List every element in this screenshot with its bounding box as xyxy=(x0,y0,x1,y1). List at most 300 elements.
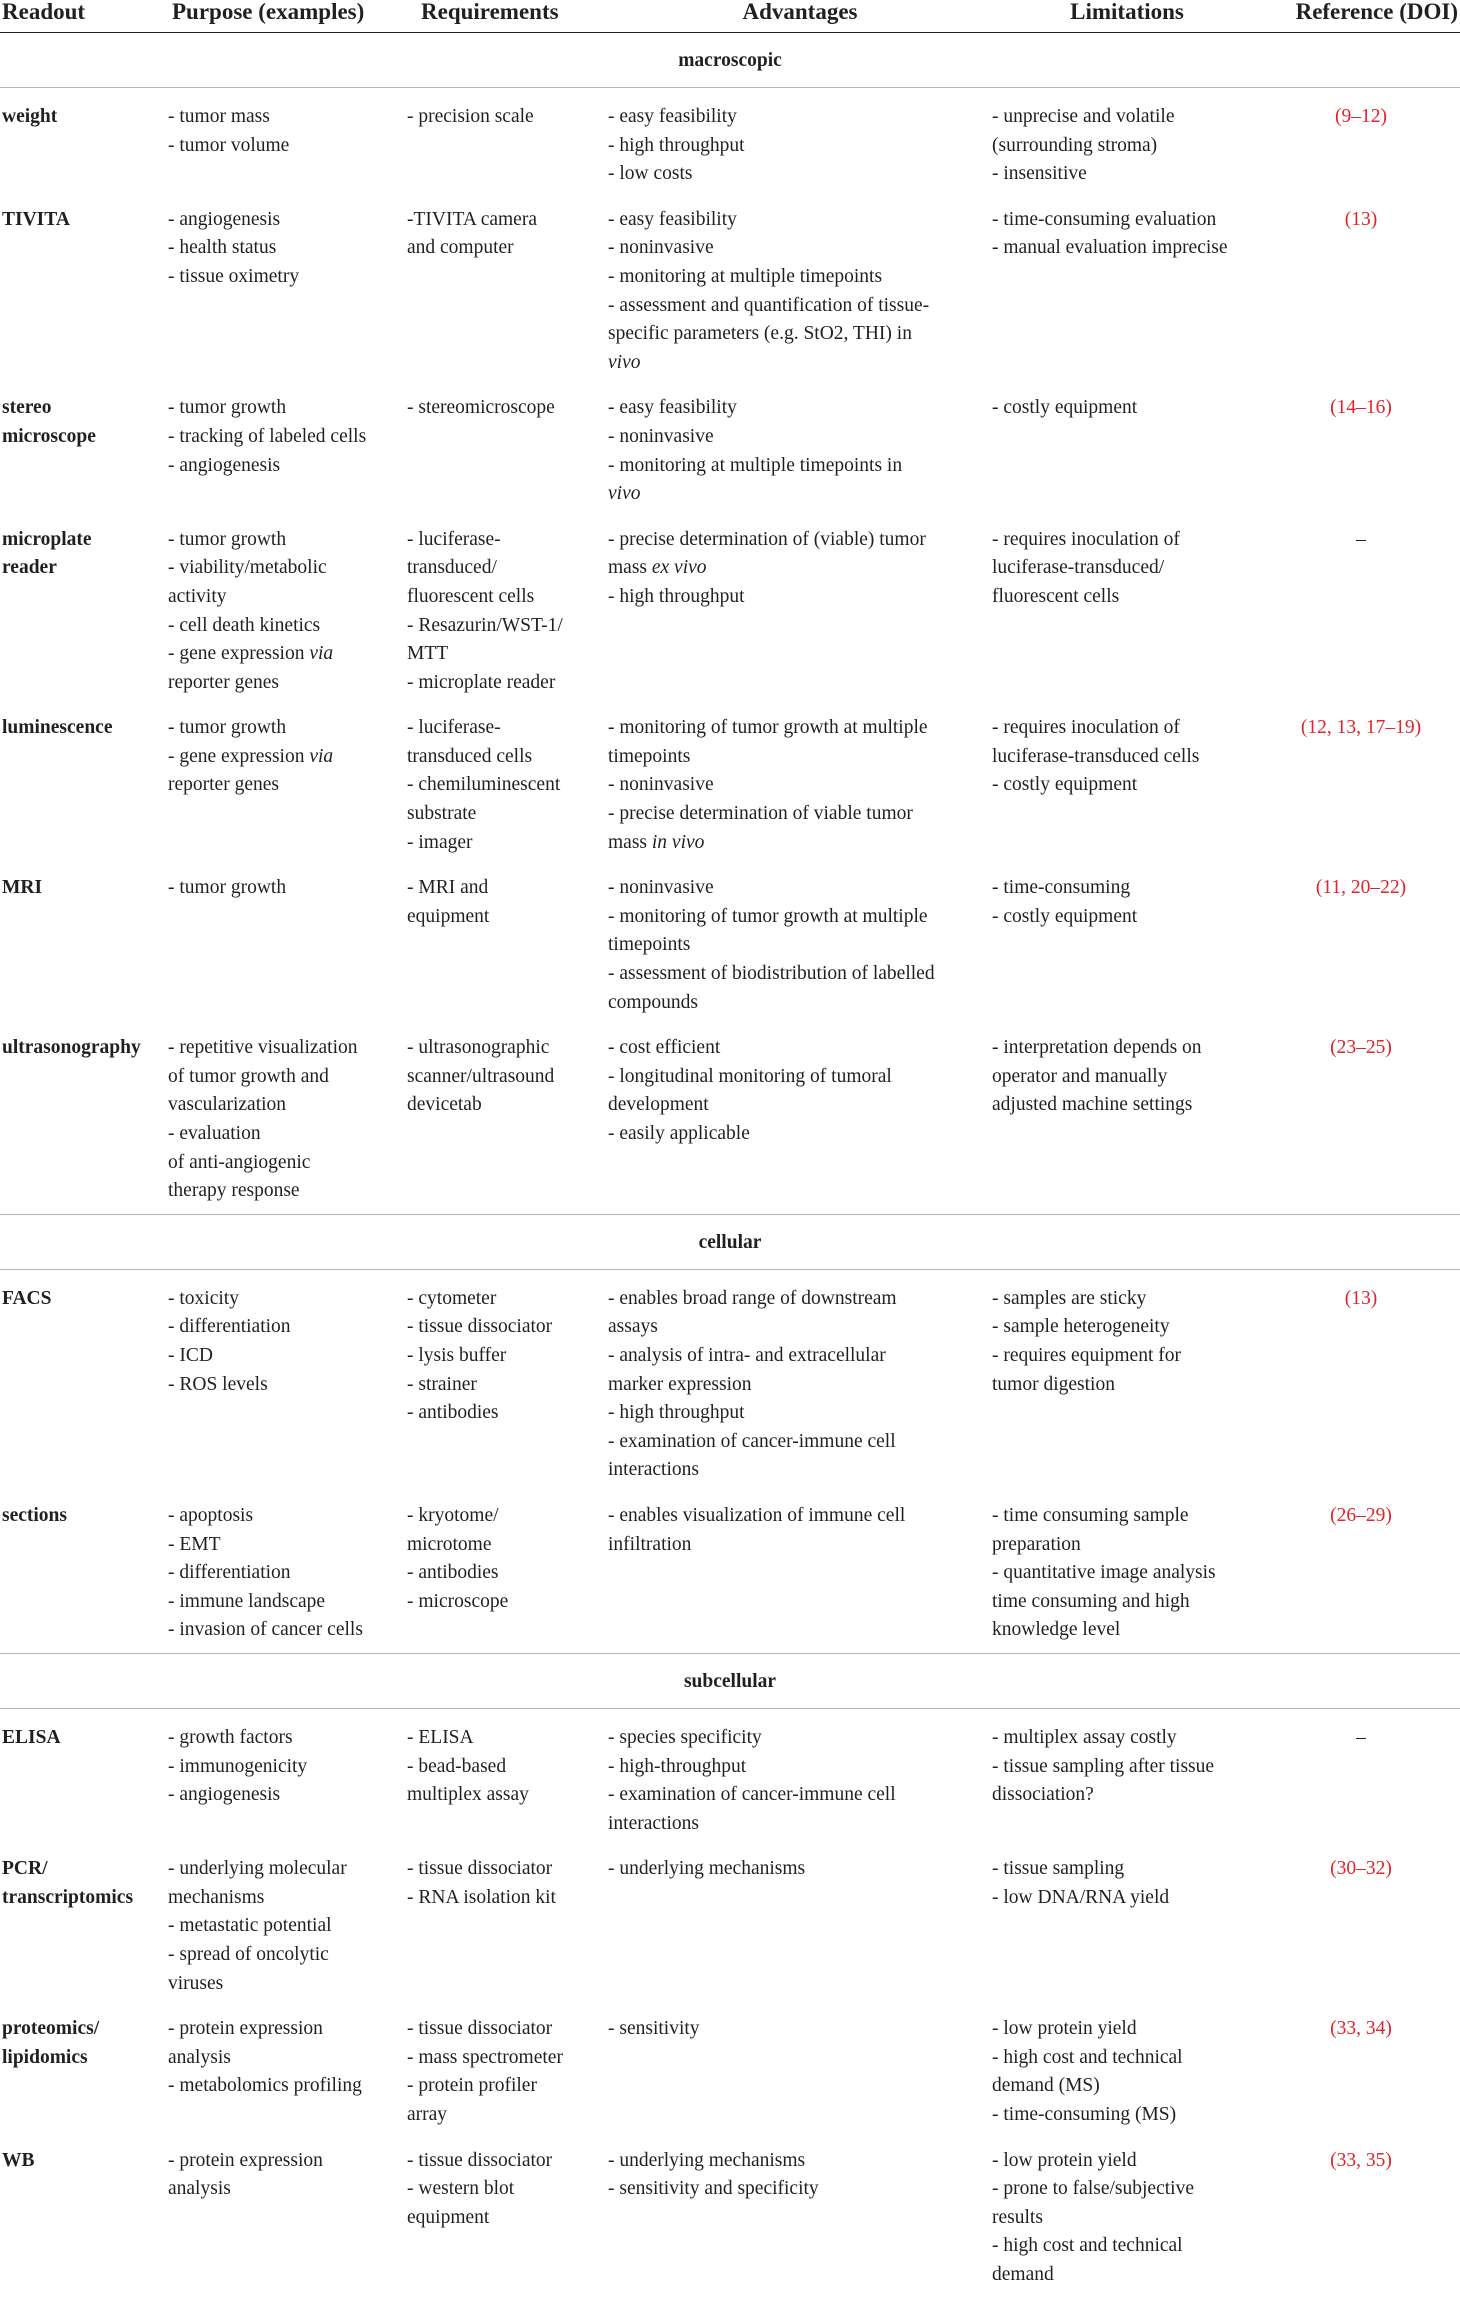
reference-link[interactable]: (13) xyxy=(1344,1287,1378,1309)
advantages-line: - noninvasive xyxy=(608,774,714,796)
limitations-line: - manual evaluation imprecise xyxy=(992,237,1228,259)
cell-purpose xyxy=(162,88,407,197)
header-readout: Readout xyxy=(2,0,86,24)
advantages-line: - species specificity xyxy=(608,1726,762,1748)
limitations-line: demand xyxy=(992,2264,1054,2285)
readout-line: weight xyxy=(2,106,58,127)
advantages-line: specific parameters (e.g. StO2, THI) in xyxy=(608,323,912,345)
section-title: subcellular xyxy=(683,1670,777,1692)
purpose-line: - cell death kinetics xyxy=(168,614,321,636)
cell-advantages xyxy=(608,197,992,386)
purpose-line: - health status xyxy=(168,237,277,259)
advantages-line: - enables broad range of downstream xyxy=(608,1287,897,1309)
limitations-line: - samples are sticky xyxy=(992,1287,1147,1309)
purpose-line: - metastatic potential xyxy=(168,1915,332,1937)
limitations-line: luciferase-transduced cells xyxy=(992,745,1200,767)
table-row xyxy=(0,88,1460,197)
limitations-line: - time-consuming (MS) xyxy=(992,2104,1177,2126)
advantages-line: interactions xyxy=(608,1459,699,1481)
cell-requirements xyxy=(407,1493,608,1653)
advantages-line: - assessment of biodistribution of labelled xyxy=(608,963,935,985)
cell-readout xyxy=(0,517,162,706)
requirements-line: - microplate reader xyxy=(407,671,556,693)
cell-limitations xyxy=(992,197,1262,386)
requirements-line: transduced/ xyxy=(407,557,497,579)
advantages-line: - easy feasibility xyxy=(608,106,737,127)
readout-line: FACS xyxy=(2,1287,52,1309)
requirements-line: - stereomicroscope xyxy=(407,397,555,419)
requirements-line: substrate xyxy=(407,803,477,825)
cell-readout xyxy=(0,2138,162,2298)
requirements-line: - cytometer xyxy=(407,1287,497,1309)
cell-requirements xyxy=(407,88,608,197)
purpose-line: - gene expression via xyxy=(168,643,334,665)
table-row xyxy=(0,385,1460,516)
header-advantages: Advantages xyxy=(742,0,858,24)
requirements-line: MTT xyxy=(407,643,449,665)
table-row xyxy=(0,1708,1460,1846)
section-row-subcellular xyxy=(0,1653,1460,1708)
purpose-line: - protein expression xyxy=(168,2018,323,2040)
limitations-line: - high cost and technical xyxy=(992,2046,1183,2068)
readout-line: microscope xyxy=(2,425,96,447)
requirements-line: - strainer xyxy=(407,1373,477,1395)
limitations-line: preparation xyxy=(992,1533,1081,1555)
limitations-line: - low protein yield xyxy=(992,2018,1137,2040)
advantages-line: - monitoring of tumor growth at multiple xyxy=(608,717,928,739)
cell-readout xyxy=(0,1708,162,1846)
cell-requirements xyxy=(407,705,608,865)
table-row xyxy=(0,2138,1460,2298)
requirements-line: - luciferase- xyxy=(407,528,501,550)
purpose-line: reporter genes xyxy=(168,671,279,693)
cell-advantages xyxy=(608,385,992,516)
limitations-line: - costly equipment xyxy=(992,774,1138,796)
limitations-line: knowledge level xyxy=(992,1619,1121,1641)
advantages-line: - high throughput xyxy=(608,585,745,607)
cell-purpose xyxy=(162,1269,407,1493)
purpose-line: analysis xyxy=(168,2046,231,2068)
cell-advantages xyxy=(608,88,992,197)
cell-reference xyxy=(1262,2138,1460,2298)
cell-readout xyxy=(0,197,162,386)
table-row xyxy=(0,2006,1460,2137)
advantages-line: - low costs xyxy=(608,163,693,185)
reference-link[interactable]: (9–12) xyxy=(1335,106,1387,127)
advantages-line: - noninvasive xyxy=(608,425,714,447)
limitations-line: adjusted machine settings xyxy=(992,1094,1193,1116)
cell-readout xyxy=(0,385,162,516)
reference-link[interactable]: (26–29) xyxy=(1330,1504,1392,1526)
table-row xyxy=(0,1846,1460,2006)
section-title: cellular xyxy=(698,1231,762,1253)
cell-requirements xyxy=(407,2006,608,2137)
cell-requirements xyxy=(407,1708,608,1846)
purpose-line: therapy response xyxy=(168,1180,300,1202)
purpose-line: - repetitive visualization xyxy=(168,1037,358,1059)
advantages-line: - noninvasive xyxy=(608,237,714,259)
advantages-line: - high-throughput xyxy=(608,1755,747,1777)
advantages-line: - precise determination of viable tumor xyxy=(608,803,913,825)
cell-advantages xyxy=(608,1025,992,1214)
advantages-line: vivo xyxy=(608,351,641,373)
readout-line: ELISA xyxy=(2,1726,61,1748)
cell-reference xyxy=(1262,88,1460,197)
requirements-line: - imager xyxy=(407,831,473,853)
advantages-line: - enables visualization of immune cell xyxy=(608,1504,906,1526)
purpose-line: - tumor growth xyxy=(168,717,287,739)
cell-limitations xyxy=(992,865,1262,1025)
readout-line: stereo xyxy=(2,397,52,419)
limitations-line: - requires inoculation of xyxy=(992,528,1180,550)
readout-line: luminescence xyxy=(2,717,113,739)
section-row-cellular xyxy=(0,1214,1460,1269)
purpose-line: - tumor mass xyxy=(168,106,270,127)
advantages-line: - noninvasive xyxy=(608,877,714,899)
advantages-line: - underlying mechanisms xyxy=(608,1858,806,1880)
table-row xyxy=(0,1025,1460,1214)
readout-line: sections xyxy=(2,1504,67,1526)
requirements-line: multiplex assay xyxy=(407,1784,529,1806)
cell-purpose xyxy=(162,1846,407,2006)
purpose-line: - tumor volume xyxy=(168,134,290,156)
readout-line: proteomics/ xyxy=(2,2018,100,2040)
purpose-line: - protein expression xyxy=(168,2149,323,2171)
purpose-line: - growth factors xyxy=(168,1726,293,1748)
limitations-line: - tissue sampling xyxy=(992,1858,1125,1880)
advantages-line: timepoints xyxy=(608,745,691,767)
cell-purpose xyxy=(162,2138,407,2298)
requirements-line: - kryotome/ xyxy=(407,1504,499,1526)
cell-limitations xyxy=(992,1025,1262,1214)
purpose-line: of anti-angiogenic xyxy=(168,1151,311,1173)
purpose-line: - angiogenesis xyxy=(168,208,281,230)
limitations-line: - unprecise and volatile xyxy=(992,106,1175,127)
cell-purpose xyxy=(162,517,407,706)
readout-line: TIVITA xyxy=(2,208,70,230)
requirements-line: - Resazurin/WST-1/ xyxy=(407,614,563,636)
purpose-line: - EMT xyxy=(168,1533,221,1555)
requirements-line: - tissue dissociator xyxy=(407,2018,553,2040)
advantages-line: timepoints xyxy=(608,934,691,956)
reference-link[interactable]: (14–16) xyxy=(1330,397,1392,419)
purpose-line: reporter genes xyxy=(168,774,279,796)
requirements-line: and computer xyxy=(407,237,514,259)
cell-reference xyxy=(1262,2006,1460,2137)
cell-reference xyxy=(1262,865,1460,1025)
table-row xyxy=(0,517,1460,706)
purpose-line: - gene expression via xyxy=(168,745,334,767)
cell-advantages xyxy=(608,2006,992,2137)
limitations-line: results xyxy=(992,2206,1043,2228)
table-row xyxy=(0,865,1460,1025)
requirements-line: fluorescent cells xyxy=(407,585,535,607)
purpose-line: - ICD xyxy=(168,1344,213,1366)
requirements-line: -TIVITA camera xyxy=(407,208,537,230)
purpose-line: - immune landscape xyxy=(168,1590,326,1612)
purpose-line: - tracking of labeled cells xyxy=(168,425,367,447)
advantages-line: - longitudinal monitoring of tumoral xyxy=(608,1065,892,1087)
advantages-line: - easy feasibility xyxy=(608,397,737,419)
cell-readout xyxy=(0,1269,162,1493)
purpose-line: - metabolomics profiling xyxy=(168,2075,362,2097)
requirements-line: devicetab xyxy=(407,1094,482,1116)
cell-limitations xyxy=(992,1269,1262,1493)
requirements-line: equipment xyxy=(407,905,490,927)
readout-line: MRI xyxy=(2,877,43,899)
requirements-line: scanner/ultrasound xyxy=(407,1065,555,1087)
reference-link[interactable]: (12, 13, 17–19) xyxy=(1300,717,1422,739)
advantages-line: mass ex vivo xyxy=(608,557,707,579)
header-purpose: Purpose (examples) xyxy=(172,0,365,24)
cell-readout xyxy=(0,2006,162,2137)
cell-advantages xyxy=(608,1708,992,1846)
cell-requirements xyxy=(407,517,608,706)
advantages-line: - cost efficient xyxy=(608,1037,721,1059)
advantages-line: interactions xyxy=(608,1812,699,1834)
cell-limitations xyxy=(992,705,1262,865)
cell-limitations xyxy=(992,1708,1262,1846)
purpose-line: - tumor growth xyxy=(168,877,287,899)
purpose-line: of tumor growth and xyxy=(168,1065,329,1087)
reference-link[interactable]: (33, 35) xyxy=(1330,2149,1392,2171)
requirements-line: equipment xyxy=(407,2206,490,2228)
cell-readout xyxy=(0,1846,162,2006)
cell-limitations xyxy=(992,88,1262,197)
cell-reference xyxy=(1262,1708,1460,1846)
advantages-line: - underlying mechanisms xyxy=(608,2149,806,2171)
limitations-line: - sample heterogeneity xyxy=(992,1316,1170,1338)
section-title: macroscopic xyxy=(678,50,782,71)
advantages-line: - precise determination of (viable) tumor xyxy=(608,528,926,550)
limitations-line: - low protein yield xyxy=(992,2149,1137,2171)
purpose-line: mechanisms xyxy=(168,1886,265,1908)
reference-link[interactable]: (23–25) xyxy=(1330,1037,1392,1059)
cell-purpose xyxy=(162,1025,407,1214)
purpose-line: - apoptosis xyxy=(168,1504,254,1526)
limitations-line: - costly equipment xyxy=(992,397,1138,419)
table-row xyxy=(0,1493,1460,1653)
purpose-line: - ROS levels xyxy=(168,1373,268,1395)
requirements-line: - bead-based xyxy=(407,1755,507,1777)
limitations-line: - quantitative image analysis xyxy=(992,1562,1216,1584)
cell-readout xyxy=(0,865,162,1025)
requirements-line: - MRI and xyxy=(407,877,489,899)
reference-link[interactable]: (11, 20–22) xyxy=(1315,877,1407,899)
cell-readout xyxy=(0,88,162,197)
cell-reference xyxy=(1262,1493,1460,1653)
reference-link[interactable]: (30–32) xyxy=(1330,1858,1392,1880)
limitations-line: - time-consuming evaluation xyxy=(992,208,1217,230)
advantages-line: - high throughput xyxy=(608,134,745,156)
requirements-line: - ELISA xyxy=(407,1726,474,1748)
cell-readout xyxy=(0,1025,162,1214)
limitations-line: - time-consuming xyxy=(992,877,1131,899)
limitations-line: luciferase-transduced/ xyxy=(992,557,1165,579)
cell-requirements xyxy=(407,1269,608,1493)
limitations-line: - high cost and technical xyxy=(992,2235,1183,2257)
advantages-line: - monitoring at multiple timepoints in xyxy=(608,454,903,476)
cell-advantages xyxy=(608,1269,992,1493)
cell-reference xyxy=(1262,517,1460,706)
cell-reference xyxy=(1262,1269,1460,1493)
cell-readout xyxy=(0,1493,162,1653)
requirements-line: - lysis buffer xyxy=(407,1344,507,1366)
limitations-line: - time consuming sample xyxy=(992,1504,1189,1526)
reference-none: – xyxy=(1356,528,1366,550)
cell-advantages xyxy=(608,1493,992,1653)
requirements-line: - chemiluminescent xyxy=(407,774,561,796)
limitations-line: - tissue sampling after tissue xyxy=(992,1755,1215,1777)
advantages-line: - high throughput xyxy=(608,1402,745,1424)
requirements-line: - luciferase- xyxy=(407,717,501,739)
readout-line: microplate xyxy=(2,528,92,550)
requirements-line: - antibodies xyxy=(407,1402,499,1424)
requirements-line: - antibodies xyxy=(407,1562,499,1584)
advantages-line: marker expression xyxy=(608,1373,752,1395)
purpose-line: - tumor growth xyxy=(168,528,287,550)
requirements-line: - precision scale xyxy=(407,106,534,127)
requirements-line: - mass spectrometer xyxy=(407,2046,563,2068)
reference-link[interactable]: (13) xyxy=(1344,208,1378,230)
readout-line: transcriptomics xyxy=(2,1886,134,1908)
reference-none: – xyxy=(1356,1726,1366,1748)
cell-requirements xyxy=(407,1846,608,2006)
purpose-line: analysis xyxy=(168,2178,231,2200)
advantages-line: development xyxy=(608,1094,709,1116)
cell-limitations xyxy=(992,2006,1262,2137)
purpose-line: - spread of oncolytic xyxy=(168,1944,329,1966)
purpose-line: - differentiation xyxy=(168,1562,291,1584)
limitations-line: - prone to false/subjective xyxy=(992,2178,1194,2200)
advantages-line: - assessment and quantification of tissue- xyxy=(608,294,930,316)
purpose-line: - angiogenesis xyxy=(168,1784,281,1806)
purpose-line: - angiogenesis xyxy=(168,454,281,476)
purpose-line: - underlying molecular xyxy=(168,1858,347,1880)
limitations-line: tumor digestion xyxy=(992,1373,1115,1395)
readout-line: lipidomics xyxy=(2,2046,88,2068)
table-row xyxy=(0,197,1460,386)
cell-advantages xyxy=(608,2138,992,2298)
limitations-line: fluorescent cells xyxy=(992,585,1120,607)
advantages-line: - monitoring of tumor growth at multiple xyxy=(608,905,928,927)
limitations-line: (surrounding stroma) xyxy=(992,134,1158,156)
table-row xyxy=(0,1269,1460,1493)
limitations-line: - requires inoculation of xyxy=(992,717,1180,739)
advantages-line: compounds xyxy=(608,991,698,1013)
cell-purpose xyxy=(162,1708,407,1846)
cell-reference xyxy=(1262,197,1460,386)
readout-line: reader xyxy=(2,557,57,579)
requirements-line: - protein profiler xyxy=(407,2075,537,2097)
cell-requirements xyxy=(407,865,608,1025)
requirements-line: - tissue dissociator xyxy=(407,1316,553,1338)
header-reference: Reference (DOI) xyxy=(1295,0,1458,24)
cell-advantages xyxy=(608,865,992,1025)
cell-purpose xyxy=(162,197,407,386)
section-row-macroscopic xyxy=(0,33,1460,88)
limitations-line: time consuming and high xyxy=(992,1590,1190,1612)
advantages-line: infiltration xyxy=(608,1533,692,1555)
readout-line: WB xyxy=(2,2149,35,2171)
cell-reference xyxy=(1262,705,1460,865)
purpose-line: vascularization xyxy=(168,1094,287,1116)
cell-reference xyxy=(1262,1846,1460,2006)
advantages-line: - easily applicable xyxy=(608,1123,750,1144)
purpose-line: - invasion of cancer cells xyxy=(168,1619,363,1641)
cell-purpose xyxy=(162,1493,407,1653)
requirements-line: microtome xyxy=(407,1533,492,1555)
requirements-line: array xyxy=(407,2104,448,2126)
limitations-line: demand (MS) xyxy=(992,2075,1100,2097)
purpose-line: - immunogenicity xyxy=(168,1755,308,1777)
cell-readout xyxy=(0,705,162,865)
purpose-line: - toxicity xyxy=(168,1287,239,1309)
purpose-line: viruses xyxy=(168,1972,224,1994)
purpose-line: activity xyxy=(168,585,227,607)
cell-purpose xyxy=(162,2006,407,2137)
requirements-line: - ultrasonographic xyxy=(407,1037,550,1059)
table-body xyxy=(0,33,1460,2298)
advantages-line: mass in vivo xyxy=(608,831,705,853)
advantages-line: - easy feasibility xyxy=(608,208,737,230)
limitations-line: - requires equipment for xyxy=(992,1344,1181,1366)
limitations-line: dissociation? xyxy=(992,1784,1094,1806)
requirements-line: - tissue dissociator xyxy=(407,2149,553,2171)
limitations-line: - multiplex assay costly xyxy=(992,1726,1177,1748)
readout-line: PCR/ xyxy=(2,1858,48,1880)
cell-limitations xyxy=(992,385,1262,516)
table-row xyxy=(0,705,1460,865)
cell-requirements xyxy=(407,1025,608,1214)
cell-requirements xyxy=(407,2138,608,2298)
cell-requirements xyxy=(407,197,608,386)
advantages-line: - analysis of intra- and extracellular xyxy=(608,1344,886,1366)
advantages-line: assays xyxy=(608,1316,658,1338)
requirements-line: - western blot xyxy=(407,2178,515,2200)
purpose-line: - tumor growth xyxy=(168,397,287,419)
limitations-line: - low DNA/RNA yield xyxy=(992,1886,1170,1908)
limitations-line: - costly equipment xyxy=(992,905,1138,927)
purpose-line: - viability/metabolic xyxy=(168,557,327,579)
advantages-line: - monitoring at multiple timepoints xyxy=(608,265,883,287)
cell-requirements xyxy=(407,385,608,516)
purpose-line: - differentiation xyxy=(168,1316,291,1338)
cell-purpose xyxy=(162,385,407,516)
advantages-line: - examination of cancer-immune cell xyxy=(608,1784,896,1806)
requirements-line: - microscope xyxy=(407,1590,509,1612)
requirements-line: - tissue dissociator xyxy=(407,1858,553,1880)
advantages-line: - sensitivity and specificity xyxy=(608,2178,819,2200)
cell-limitations xyxy=(992,1846,1262,2006)
cell-limitations xyxy=(992,1493,1262,1653)
cell-advantages xyxy=(608,1846,992,2006)
advantages-line: - sensitivity xyxy=(608,2018,700,2040)
cell-reference xyxy=(1262,1025,1460,1214)
purpose-line: - tissue oximetry xyxy=(168,265,300,287)
limitations-line: - insensitive xyxy=(992,163,1087,185)
cell-limitations xyxy=(992,517,1262,706)
cell-reference xyxy=(1262,385,1460,516)
table-header-row xyxy=(0,0,1460,33)
advantages-line: - examination of cancer-immune cell xyxy=(608,1430,896,1452)
cell-advantages xyxy=(608,517,992,706)
reference-link[interactable]: (33, 34) xyxy=(1330,2018,1392,2040)
header-limitations: Limitations xyxy=(1070,0,1184,24)
requirements-line: transduced cells xyxy=(407,745,533,767)
advantages-line: vivo xyxy=(608,483,641,505)
requirements-line: - RNA isolation kit xyxy=(407,1886,556,1908)
